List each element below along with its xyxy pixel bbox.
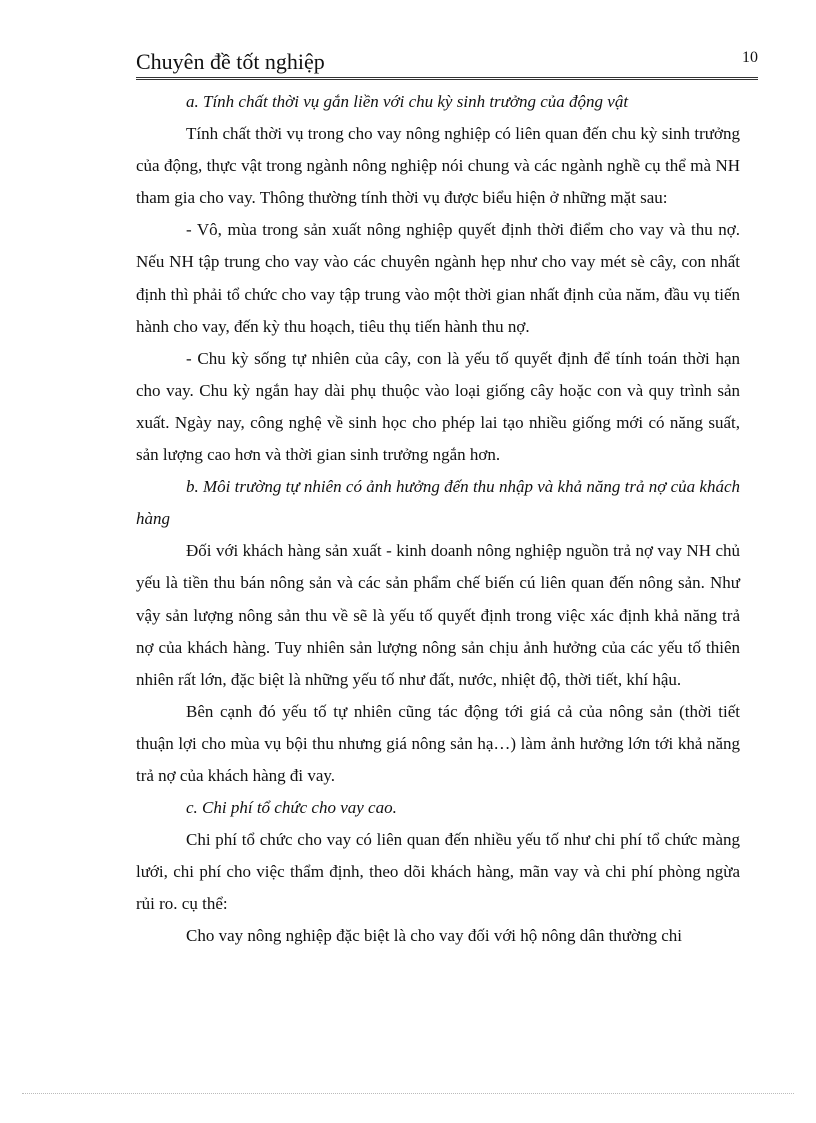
- paragraph: Cho vay nông nghiệp đặc biệt là cho vay đối với hộ nông dân thường chi: [186, 926, 683, 946]
- paragraph: - Vô, mùa trong sản xuất nông nghiệp quyết định thời điểm cho vay và thu nợ. Nếu NH tập trung cho vay vào các chuyên ngành hẹp như cho vay mét sè cây, con nhất định thì phải tổ chức cho vay tập trung vào một thời gian nhất định của năm, đầu vụ tiến hành cho vay, đến kỳ thu hoạch, tiêu thụ tiến hành thu nợ.: [136, 220, 740, 336]
- page-number: 10: [742, 49, 758, 66]
- document-body: [136, 86, 740, 953]
- section-heading-b: b. Môi trường tự nhiên có ảnh hưởng đến thu nhập và khả năng trả nợ của khách hàng: [136, 477, 740, 529]
- section-heading-a: a. Tính chất thời vụ gắn liền với chu kỳ sinh trưởng của động vật: [186, 92, 629, 111]
- page-footer-divider: [22, 1093, 794, 1094]
- header-divider: [136, 77, 758, 80]
- section-heading-c: c. Chi phí tổ chức cho vay cao.: [186, 798, 397, 818]
- page-header: [136, 44, 758, 80]
- paragraph: Tính chất thời vụ trong cho vay nông nghiệp có liên quan đến chu kỳ sinh trưởng của động, thực vật trong ngành nông nghiệp nói chung và các ngành nghề cụ thể mà NH tham gia cho vay. Thông thường tính thời vụ được biểu hiện ở những mặt sau:: [136, 124, 740, 208]
- paragraph: - Chu kỳ sống tự nhiên của cây, con là yếu tố quyết định để tính toán thời hạn cho vay. Chu kỳ ngắn hay dài phụ thuộc vào loại giống cây hoặc con và quy trình sản xuất. Ngày nay, công nghệ về sinh học cho phép lai tạo nhiều giống mới có năng suất, sản lượng cao hơn và thời gian sinh trưởng ngắn hơn.: [136, 348, 740, 465]
- paragraph: Chi phí tổ chức cho vay có liên quan đến nhiều yếu tố như chi phí tổ chức màng lưới, chi phí cho việc thẩm định, theo dõi khách hàng, mãn vay và chi phí phòng ngừa rủi ro. cụ thể:: [136, 830, 740, 914]
- paragraph: Đối với khách hàng sản xuất - kinh doanh nông nghiệp nguồn trả nợ vay NH chủ yếu là tiền thu bán nông sản và các sản phẩm chế biến cú liên quan đến nông sản. Như vậy sản lượng nông sản thu về sẽ là yếu tố quyết định trong việc xác định khả năng trả nợ của khách hàng. Tuy nhiên sản lượng nông sản chịu ảnh hưởng của các yếu tố thiên nhiên rất lớn, đặc biệt là những yếu tố như đất, nước, nhiệt độ, thời tiết, khí hậu.: [136, 541, 740, 689]
- header-title: Chuyên đề tốt nghiệp: [136, 49, 325, 74]
- paragraph: Bên cạnh đó yếu tố tự nhiên cũng tác động tới giá cả của nông sản (thời tiết thuận lợi cho mùa vụ bội thu nhưng giá nông sản hạ…) làm ảnh hưởng lớn tới khả năng trả nợ của khách hàng đi vay.: [136, 701, 740, 785]
